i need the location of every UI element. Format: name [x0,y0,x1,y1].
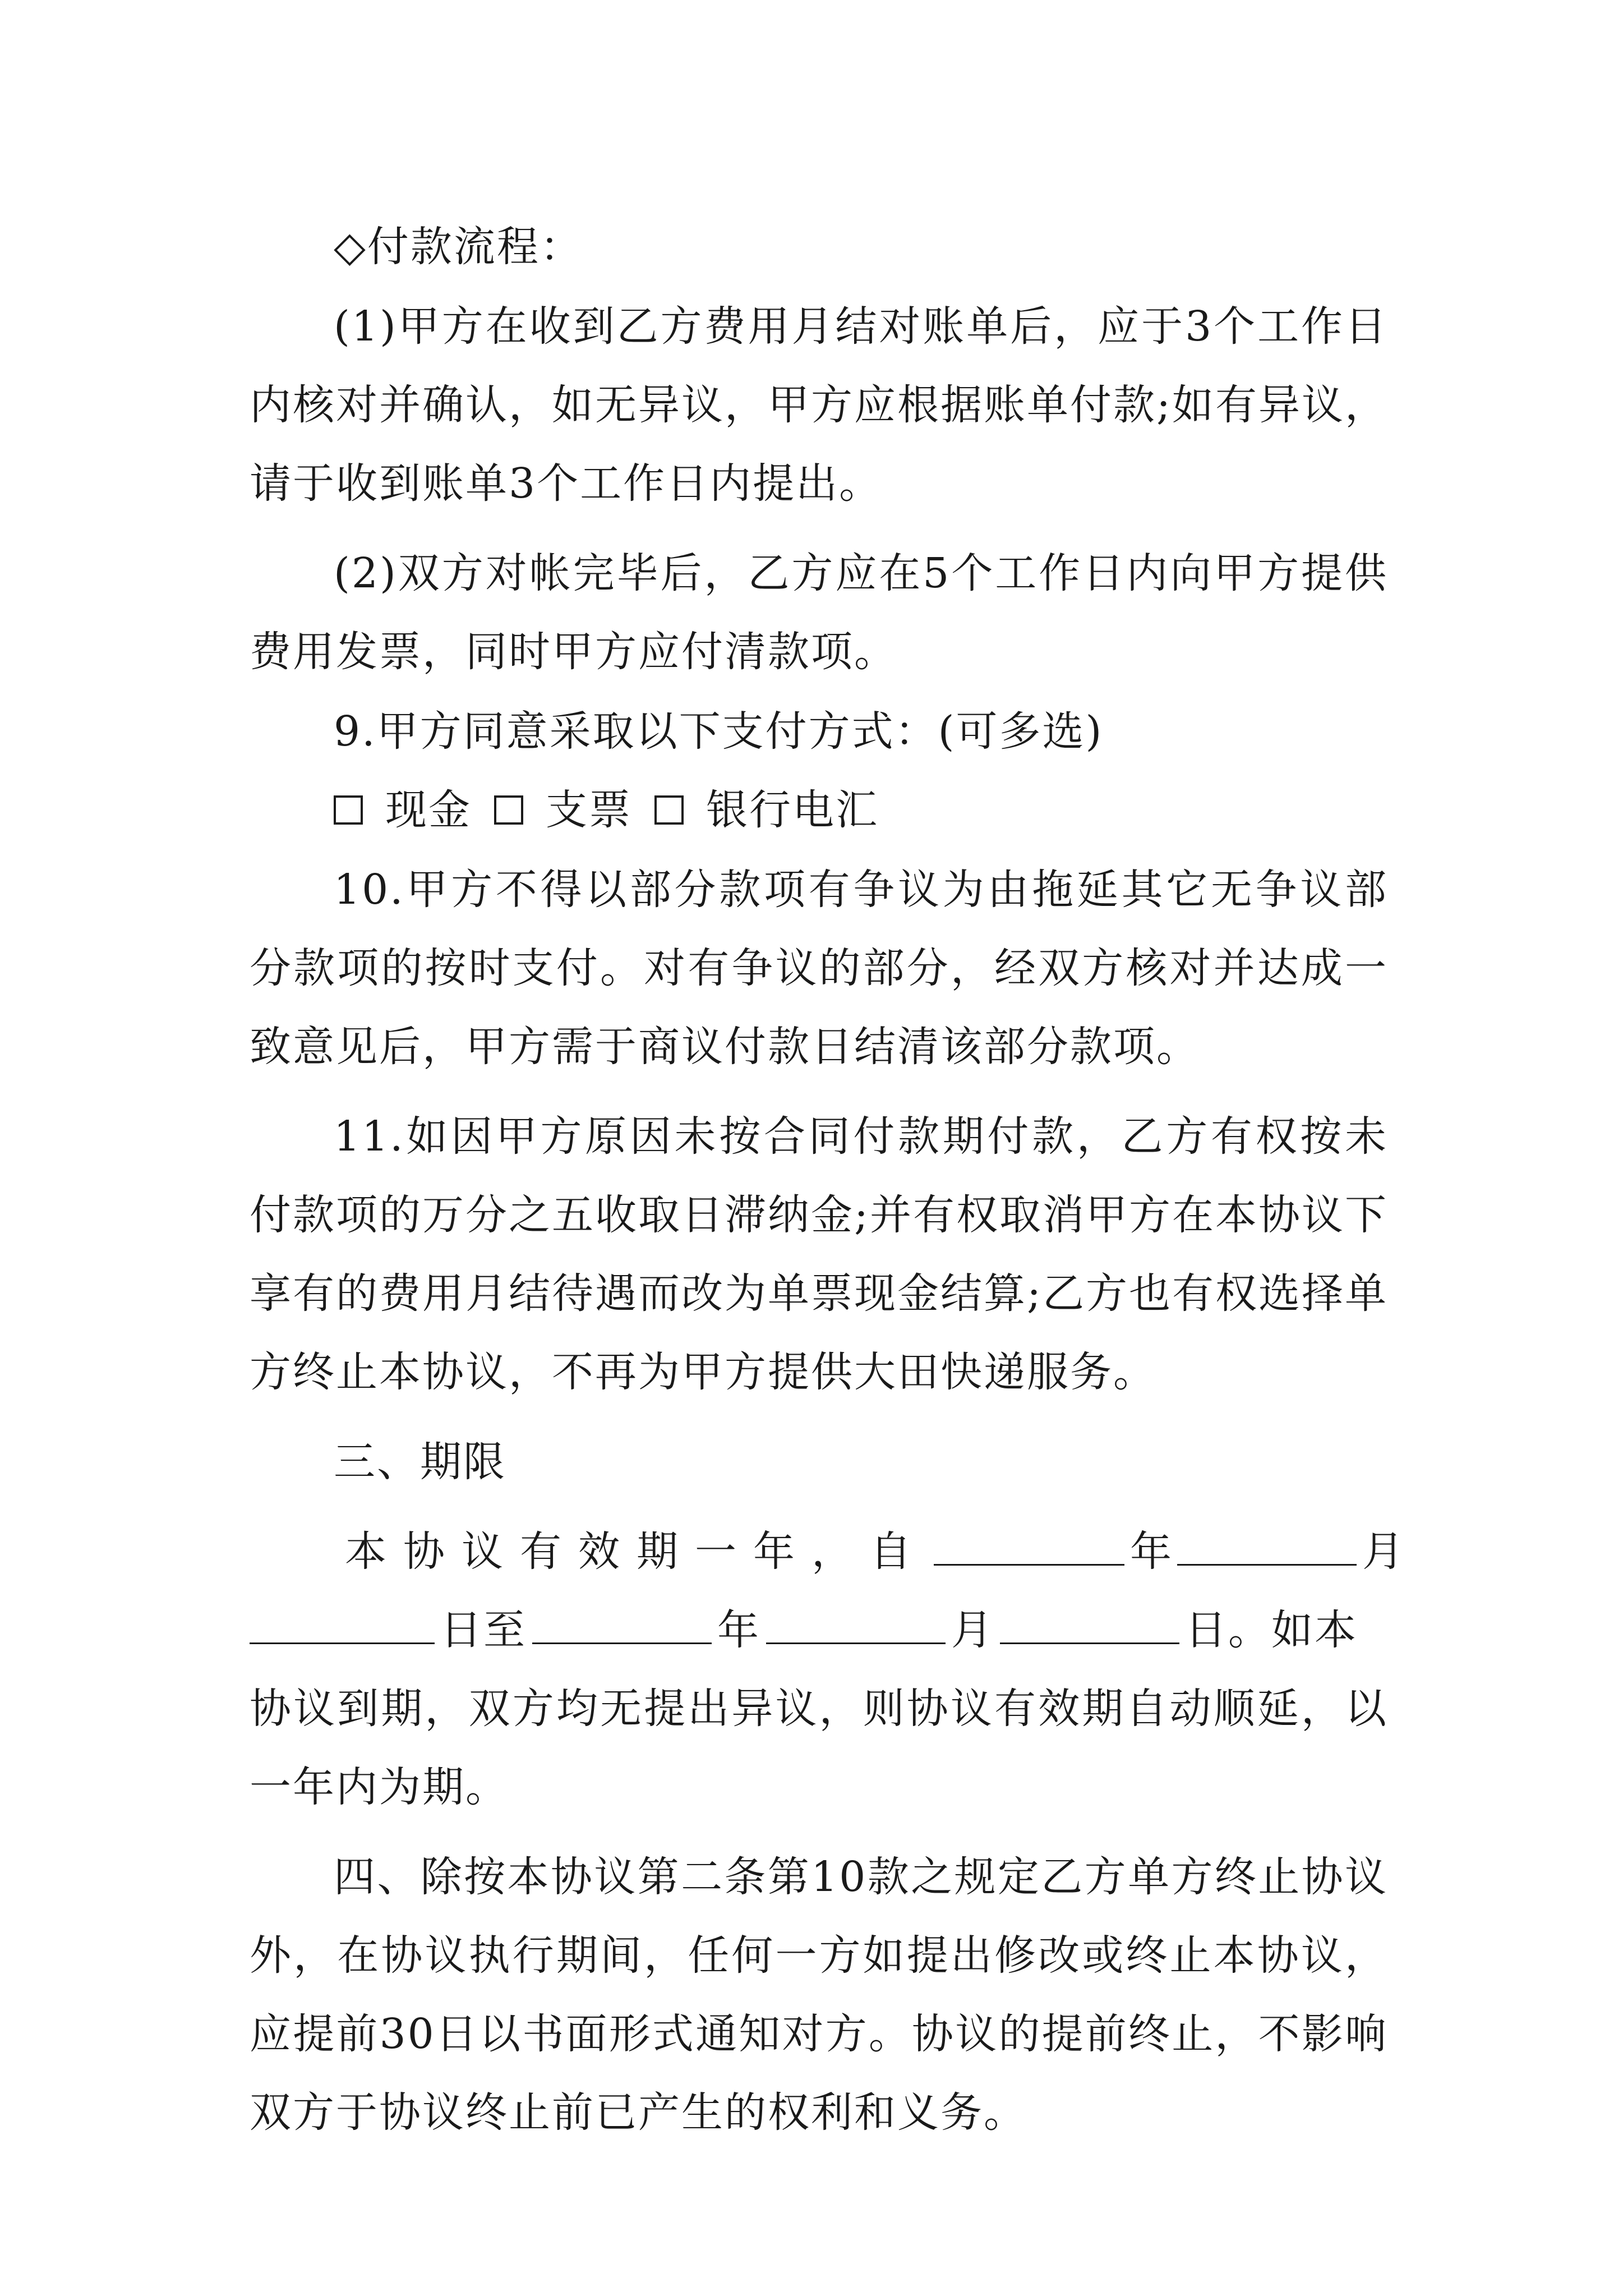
payment-method-options [250,771,1388,849]
term-month-label-1: 月 [1362,1527,1404,1576]
term-from-label: 本协议有效期一年，自 [345,1527,928,1576]
start-day-blank[interactable] [250,1598,435,1644]
section-4: 四、除按本协议第二条第10款之规定乙方单方终止协议外，在协议执行期间，任何一方如提出修改或终止本协议，应提前30日以书面形式通知对方。协议的提前终止，不影响双方于协议终止前已产生的权利和义务。 [250,1853,1388,2137]
start-year-blank[interactable] [934,1519,1124,1566]
payment-process-item-1: (1)甲方在收到乙方费用月结对账单后，应于3个工作日内核对并确认，如无异议，甲方应根据账单付款;如有异议，请于收到账单3个工作日内提出。 [250,302,1388,508]
term-day-label: 日。如本 [1185,1606,1358,1654]
checkbox-cash[interactable] [334,795,363,825]
term-year-label-2: 年 [717,1606,760,1654]
start-month-blank[interactable] [1177,1519,1357,1566]
section-3-rest: 协议到期，双方均无提出异议，则协议有效期自动顺延，以一年内为期。 [250,1685,1388,1811]
clause-10: 10.甲方不得以部分款项有争议为由拖延其它无争议部分款项的按时支付。对有争议的部分，经双方核对并达成一致意见后，甲方需于商议付款日结清该部分款项。 [250,866,1388,1071]
checkbox-check[interactable] [494,795,523,825]
term-line-1 [250,1512,1404,1591]
document-body [250,208,1404,2152]
checkbox-label-check: 支票 [546,786,632,834]
term-year-label-1: 年 [1130,1527,1172,1576]
clause-11: 11.如因甲方原因未按合同付款期付款，乙方有权按未付款项的万分之五收取日滞纳金;并有权取消甲方在本协议下享有的费用月结待遇而改为单票现金结算;乙方也有权选择单方终止本协议，不再为甲方提供大田快递服务。 [250,1112,1388,1396]
term-month-label-2: 月 [951,1606,994,1654]
payment-process-item-2: (2)双方对帐完毕后，乙方应在5个工作日内向甲方提供费用发票，同时甲方应付清款项。 [250,549,1388,676]
section-3-heading: 三、期限 [334,1438,506,1486]
term-line-2 [250,1591,1388,1669]
payment-process-heading: ◇付款流程： [334,223,583,271]
end-month-blank[interactable] [766,1598,946,1644]
checkbox-label-cash: 现金 [385,786,472,834]
checkbox-wire-transfer[interactable] [654,795,684,825]
end-day-blank[interactable] [1000,1598,1179,1644]
clause-9-text: 9.甲方同意采取以下支付方式：(可多选) [334,707,1104,756]
term-to-label: 日至 [440,1606,527,1654]
checkbox-label-wire-transfer: 银行电汇 [706,786,879,834]
end-year-blank[interactable] [532,1598,712,1644]
